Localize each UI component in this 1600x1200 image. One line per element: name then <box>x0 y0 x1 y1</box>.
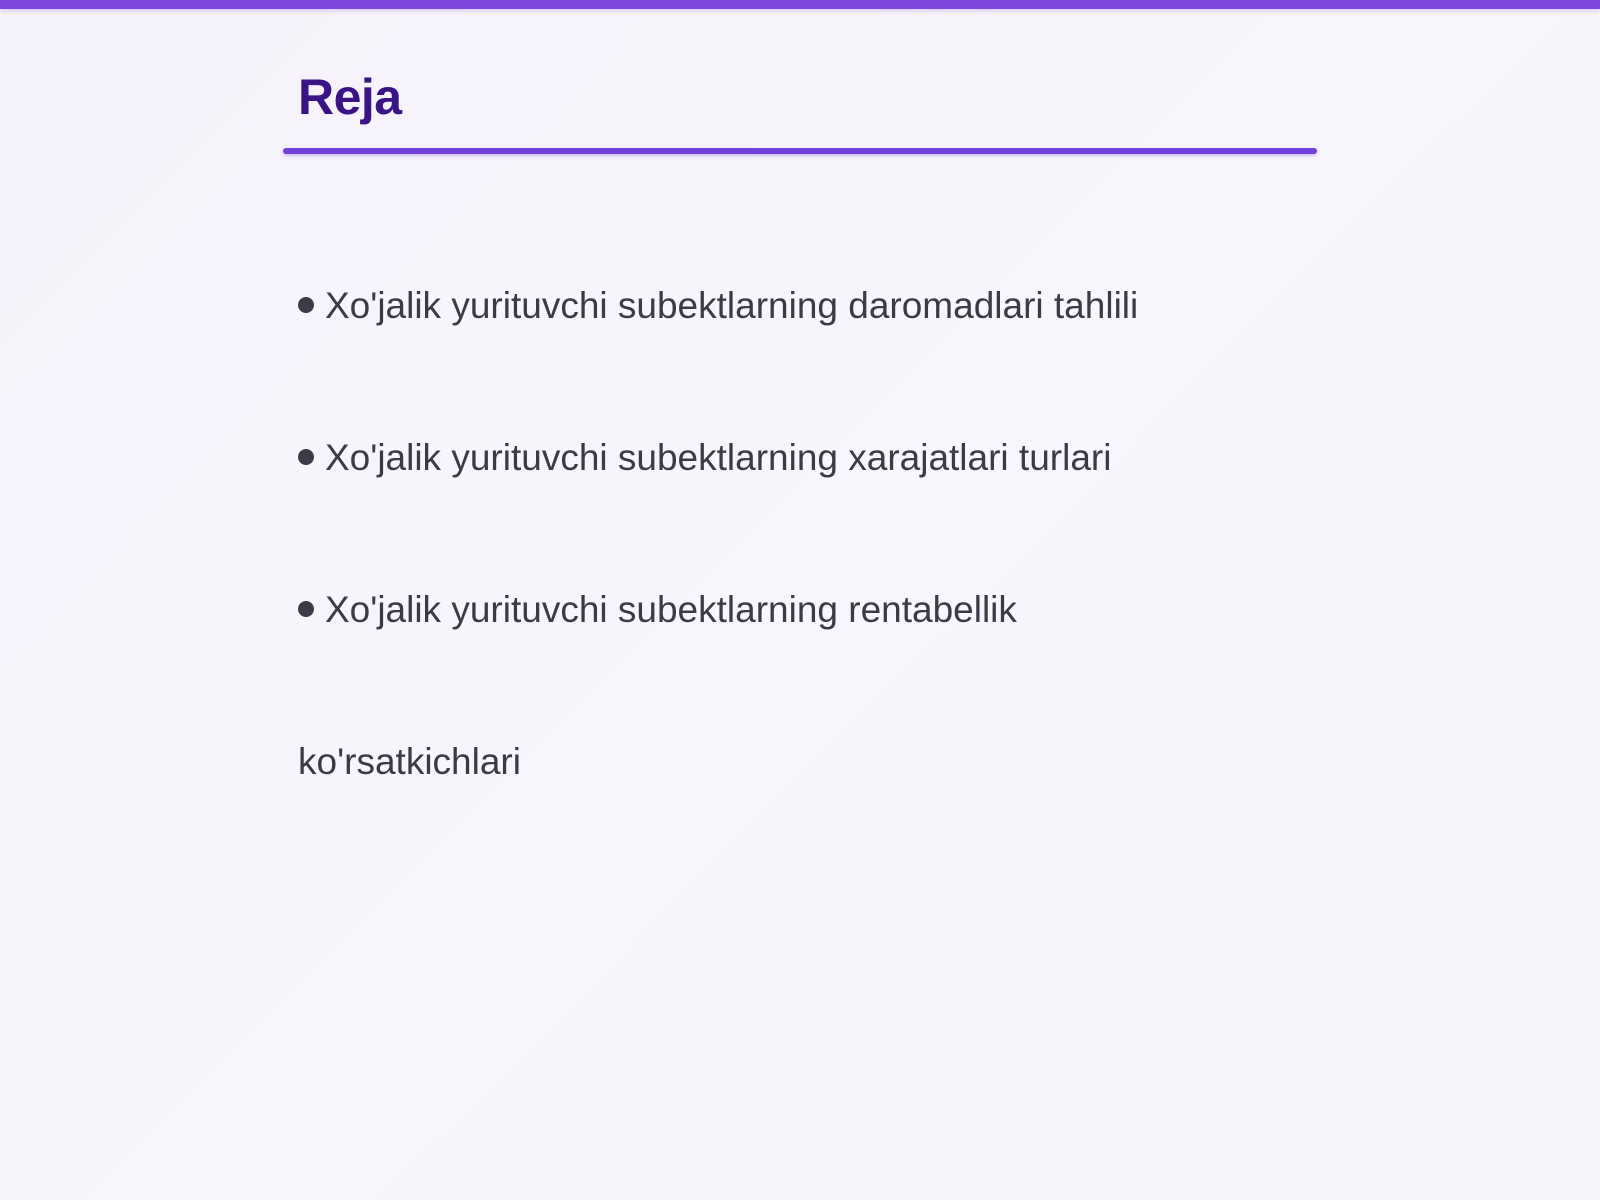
slide-title: Reja <box>298 69 402 125</box>
bullet-item-text: Xo'jalik yurituvchi subektlarning rentabellik <box>325 589 1017 630</box>
bullet-item <box>298 591 1017 628</box>
continuation-text: ko'rsatkichlari <box>298 741 521 782</box>
bullet-item-text: Xo'jalik yurituvchi subektlarning daromadlari tahlili <box>325 285 1139 326</box>
bullet-item <box>298 439 1111 476</box>
bullet-item-text: Xo'jalik yurituvchi subektlarning xarajatlari turlari <box>325 437 1112 478</box>
bullet-icon <box>298 601 314 617</box>
bullet-icon <box>298 297 314 313</box>
bullet-item <box>298 287 1138 324</box>
title-underline <box>283 148 1317 154</box>
bullet-icon <box>298 449 314 465</box>
top-accent-bar <box>0 0 1600 9</box>
